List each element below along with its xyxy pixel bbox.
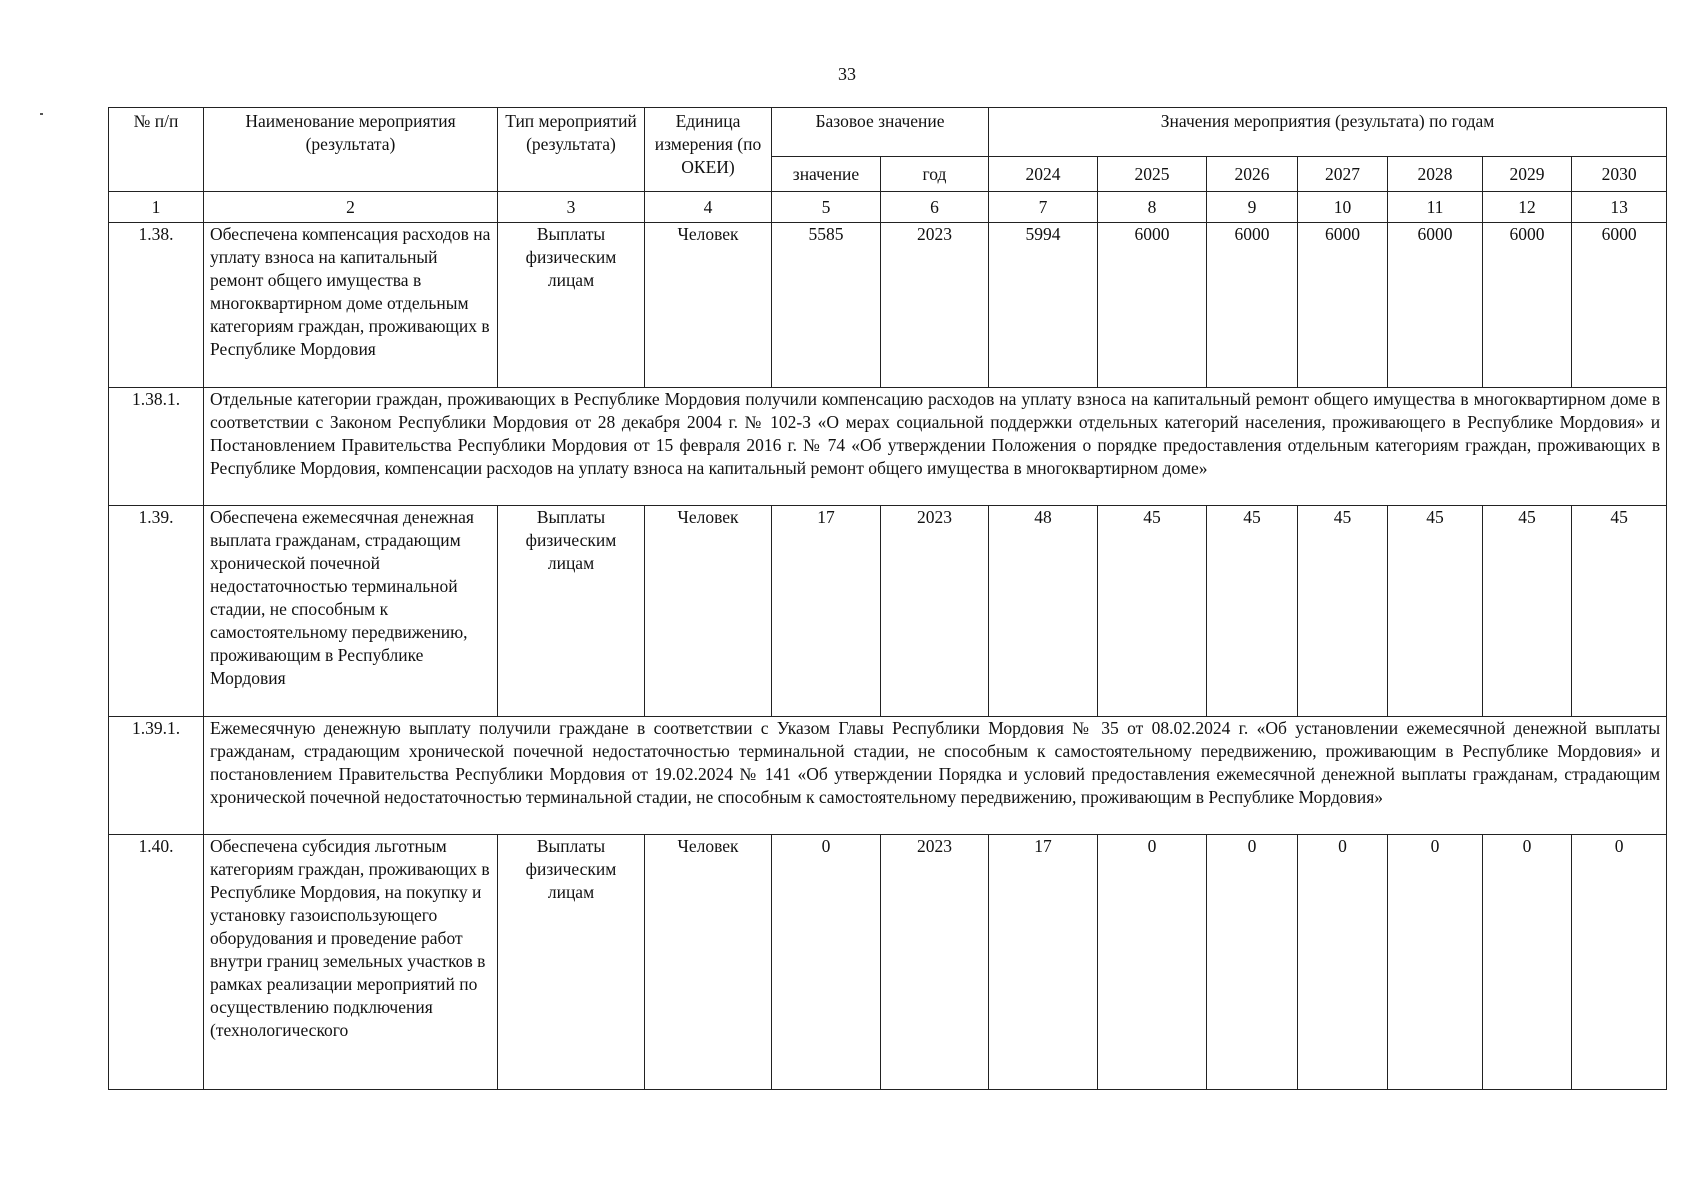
column-number: 4 bbox=[645, 192, 772, 223]
column-number: 9 bbox=[1207, 192, 1298, 223]
header-name: Наименование мероприятия (результата) bbox=[204, 108, 498, 192]
base-year: 2023 bbox=[881, 835, 989, 1090]
unit: Человек bbox=[645, 506, 772, 717]
page-number: 33 bbox=[838, 64, 856, 84]
row-number: 1.40. bbox=[109, 835, 204, 1090]
header-year: 2027 bbox=[1298, 157, 1388, 192]
header-base: Базовое значение bbox=[772, 108, 989, 157]
header-type: Тип мероприятий (результата) bbox=[498, 108, 645, 192]
year-value: 6000 bbox=[1483, 223, 1572, 388]
year-value: 0 bbox=[1207, 835, 1298, 1090]
row-number: 1.38. bbox=[109, 223, 204, 388]
year-value: 0 bbox=[1388, 835, 1483, 1090]
table-note-row bbox=[109, 717, 1667, 835]
activity-type: Выплаты физическим лицам bbox=[498, 223, 645, 388]
scan-mark bbox=[40, 113, 43, 115]
year-value: 45 bbox=[1572, 506, 1667, 717]
year-value: 17 bbox=[989, 835, 1098, 1090]
header-years-group: Значения мероприятия (результата) по годам bbox=[989, 108, 1667, 157]
note-text: Отдельные категории граждан, проживающих в Республике Мордовия получили компенсацию расходов на уплату взноса на капитальный ремонт общего имущества в многоквартирном доме в соответствии с Законом Республики Мордовия от 28 декабря 2004 г. № 102-З «О мерах социальной поддержки отдельных категорий населения, проживающего в Республике Мордовия» и Постановлением Правительства Республики Мордовия от 15 февраля 2016 г. № 74 «Об утверждении Положения о порядке предоставления отдельным категориям граждан, проживающих в Республике Мордовия, компенсации расходов на уплату взноса на капитальный ремонт общего имущества в многоквартирном доме» bbox=[204, 388, 1667, 506]
header-year: 2024 bbox=[989, 157, 1098, 192]
year-value: 5994 bbox=[989, 223, 1098, 388]
table-row bbox=[109, 506, 1667, 717]
activity-name: Обеспечена ежемесячная денежная выплата гражданам, страдающим хронической почечной недостаточностью терминальной стадии, не способным к самостоятельному передвижению, проживающим в Республике Мордовия bbox=[204, 506, 498, 717]
table-row bbox=[109, 835, 1667, 1090]
header-year: 2030 bbox=[1572, 157, 1667, 192]
year-value: 6000 bbox=[1098, 223, 1207, 388]
column-number: 10 bbox=[1298, 192, 1388, 223]
column-number: 7 bbox=[989, 192, 1098, 223]
base-value: 0 bbox=[772, 835, 881, 1090]
activity-type: Выплаты физическим лицам bbox=[498, 835, 645, 1090]
table-row bbox=[109, 223, 1667, 388]
note-text: Ежемесячную денежную выплату получили граждане в соответствии с Указом Главы Республики Мордовия № 35 от 08.02.2024 г. «Об установлении ежемесячной денежной выплаты гражданам, страдающим хронической почечной недостаточностью терминальной стадии, не способным к самостоятельному передвижению, проживающим в Республике Мордовия» и постановлением Правительства Республики Мордовия от 19.02.2024 № 141 «Об утверждении Порядка и условий предоставления ежемесячной денежной выплаты гражданам, страдающим хронической почечной недостаточностью терминальной стадии, не способным к самостоятельному передвижению, проживающим в Республике Мордовия» bbox=[204, 717, 1667, 835]
column-number: 11 bbox=[1388, 192, 1483, 223]
unit: Человек bbox=[645, 223, 772, 388]
year-value: 48 bbox=[989, 506, 1098, 717]
column-number: 12 bbox=[1483, 192, 1572, 223]
header-year: 2028 bbox=[1388, 157, 1483, 192]
base-year: 2023 bbox=[881, 223, 989, 388]
activity-name: Обеспечена компенсация расходов на уплату взноса на капитальный ремонт общего имущества в многоквартирном доме отдельным категориям граждан, проживающих в Республике Мордовия bbox=[204, 223, 498, 388]
table-note-row bbox=[109, 388, 1667, 506]
year-value: 0 bbox=[1098, 835, 1207, 1090]
year-value: 45 bbox=[1298, 506, 1388, 717]
year-value: 0 bbox=[1298, 835, 1388, 1090]
header-row bbox=[109, 108, 1667, 157]
column-number: 5 bbox=[772, 192, 881, 223]
base-value: 5585 bbox=[772, 223, 881, 388]
column-number: 3 bbox=[498, 192, 645, 223]
year-value: 0 bbox=[1483, 835, 1572, 1090]
base-year: 2023 bbox=[881, 506, 989, 717]
column-number: 6 bbox=[881, 192, 989, 223]
activity-type: Выплаты физическим лицам bbox=[498, 506, 645, 717]
column-number-row bbox=[109, 192, 1667, 223]
year-value: 6000 bbox=[1388, 223, 1483, 388]
year-value: 6000 bbox=[1572, 223, 1667, 388]
row-number: 1.39. bbox=[109, 506, 204, 717]
header-year: 2029 bbox=[1483, 157, 1572, 192]
year-value: 6000 bbox=[1298, 223, 1388, 388]
header-unit: Единица измерения (по ОКЕИ) bbox=[645, 108, 772, 192]
header-no: № п/п bbox=[109, 108, 204, 192]
activity-name: Обеспечена субсидия льготным категориям граждан, проживающих в Республике Мордовия, на покупку и установку газоиспользующего оборудования и проведение работ внутри границ земельных участков в рамках реализации мероприятий по осуществлению подключения (технологического bbox=[204, 835, 498, 1090]
year-value: 45 bbox=[1483, 506, 1572, 717]
year-value: 45 bbox=[1207, 506, 1298, 717]
unit: Человек bbox=[645, 835, 772, 1090]
year-value: 45 bbox=[1098, 506, 1207, 717]
column-number: 2 bbox=[204, 192, 498, 223]
column-number: 1 bbox=[109, 192, 204, 223]
year-value: 45 bbox=[1388, 506, 1483, 717]
header-base-year: год bbox=[881, 157, 989, 192]
base-value: 17 bbox=[772, 506, 881, 717]
header-year: 2025 bbox=[1098, 157, 1207, 192]
note-number: 1.39.1. bbox=[109, 717, 204, 835]
year-value: 6000 bbox=[1207, 223, 1298, 388]
header-year: 2026 bbox=[1207, 157, 1298, 192]
note-number: 1.38.1. bbox=[109, 388, 204, 506]
header-base-value: значение bbox=[772, 157, 881, 192]
year-value: 0 bbox=[1572, 835, 1667, 1090]
column-number: 13 bbox=[1572, 192, 1667, 223]
results-table bbox=[108, 107, 1667, 1090]
column-number: 8 bbox=[1098, 192, 1207, 223]
